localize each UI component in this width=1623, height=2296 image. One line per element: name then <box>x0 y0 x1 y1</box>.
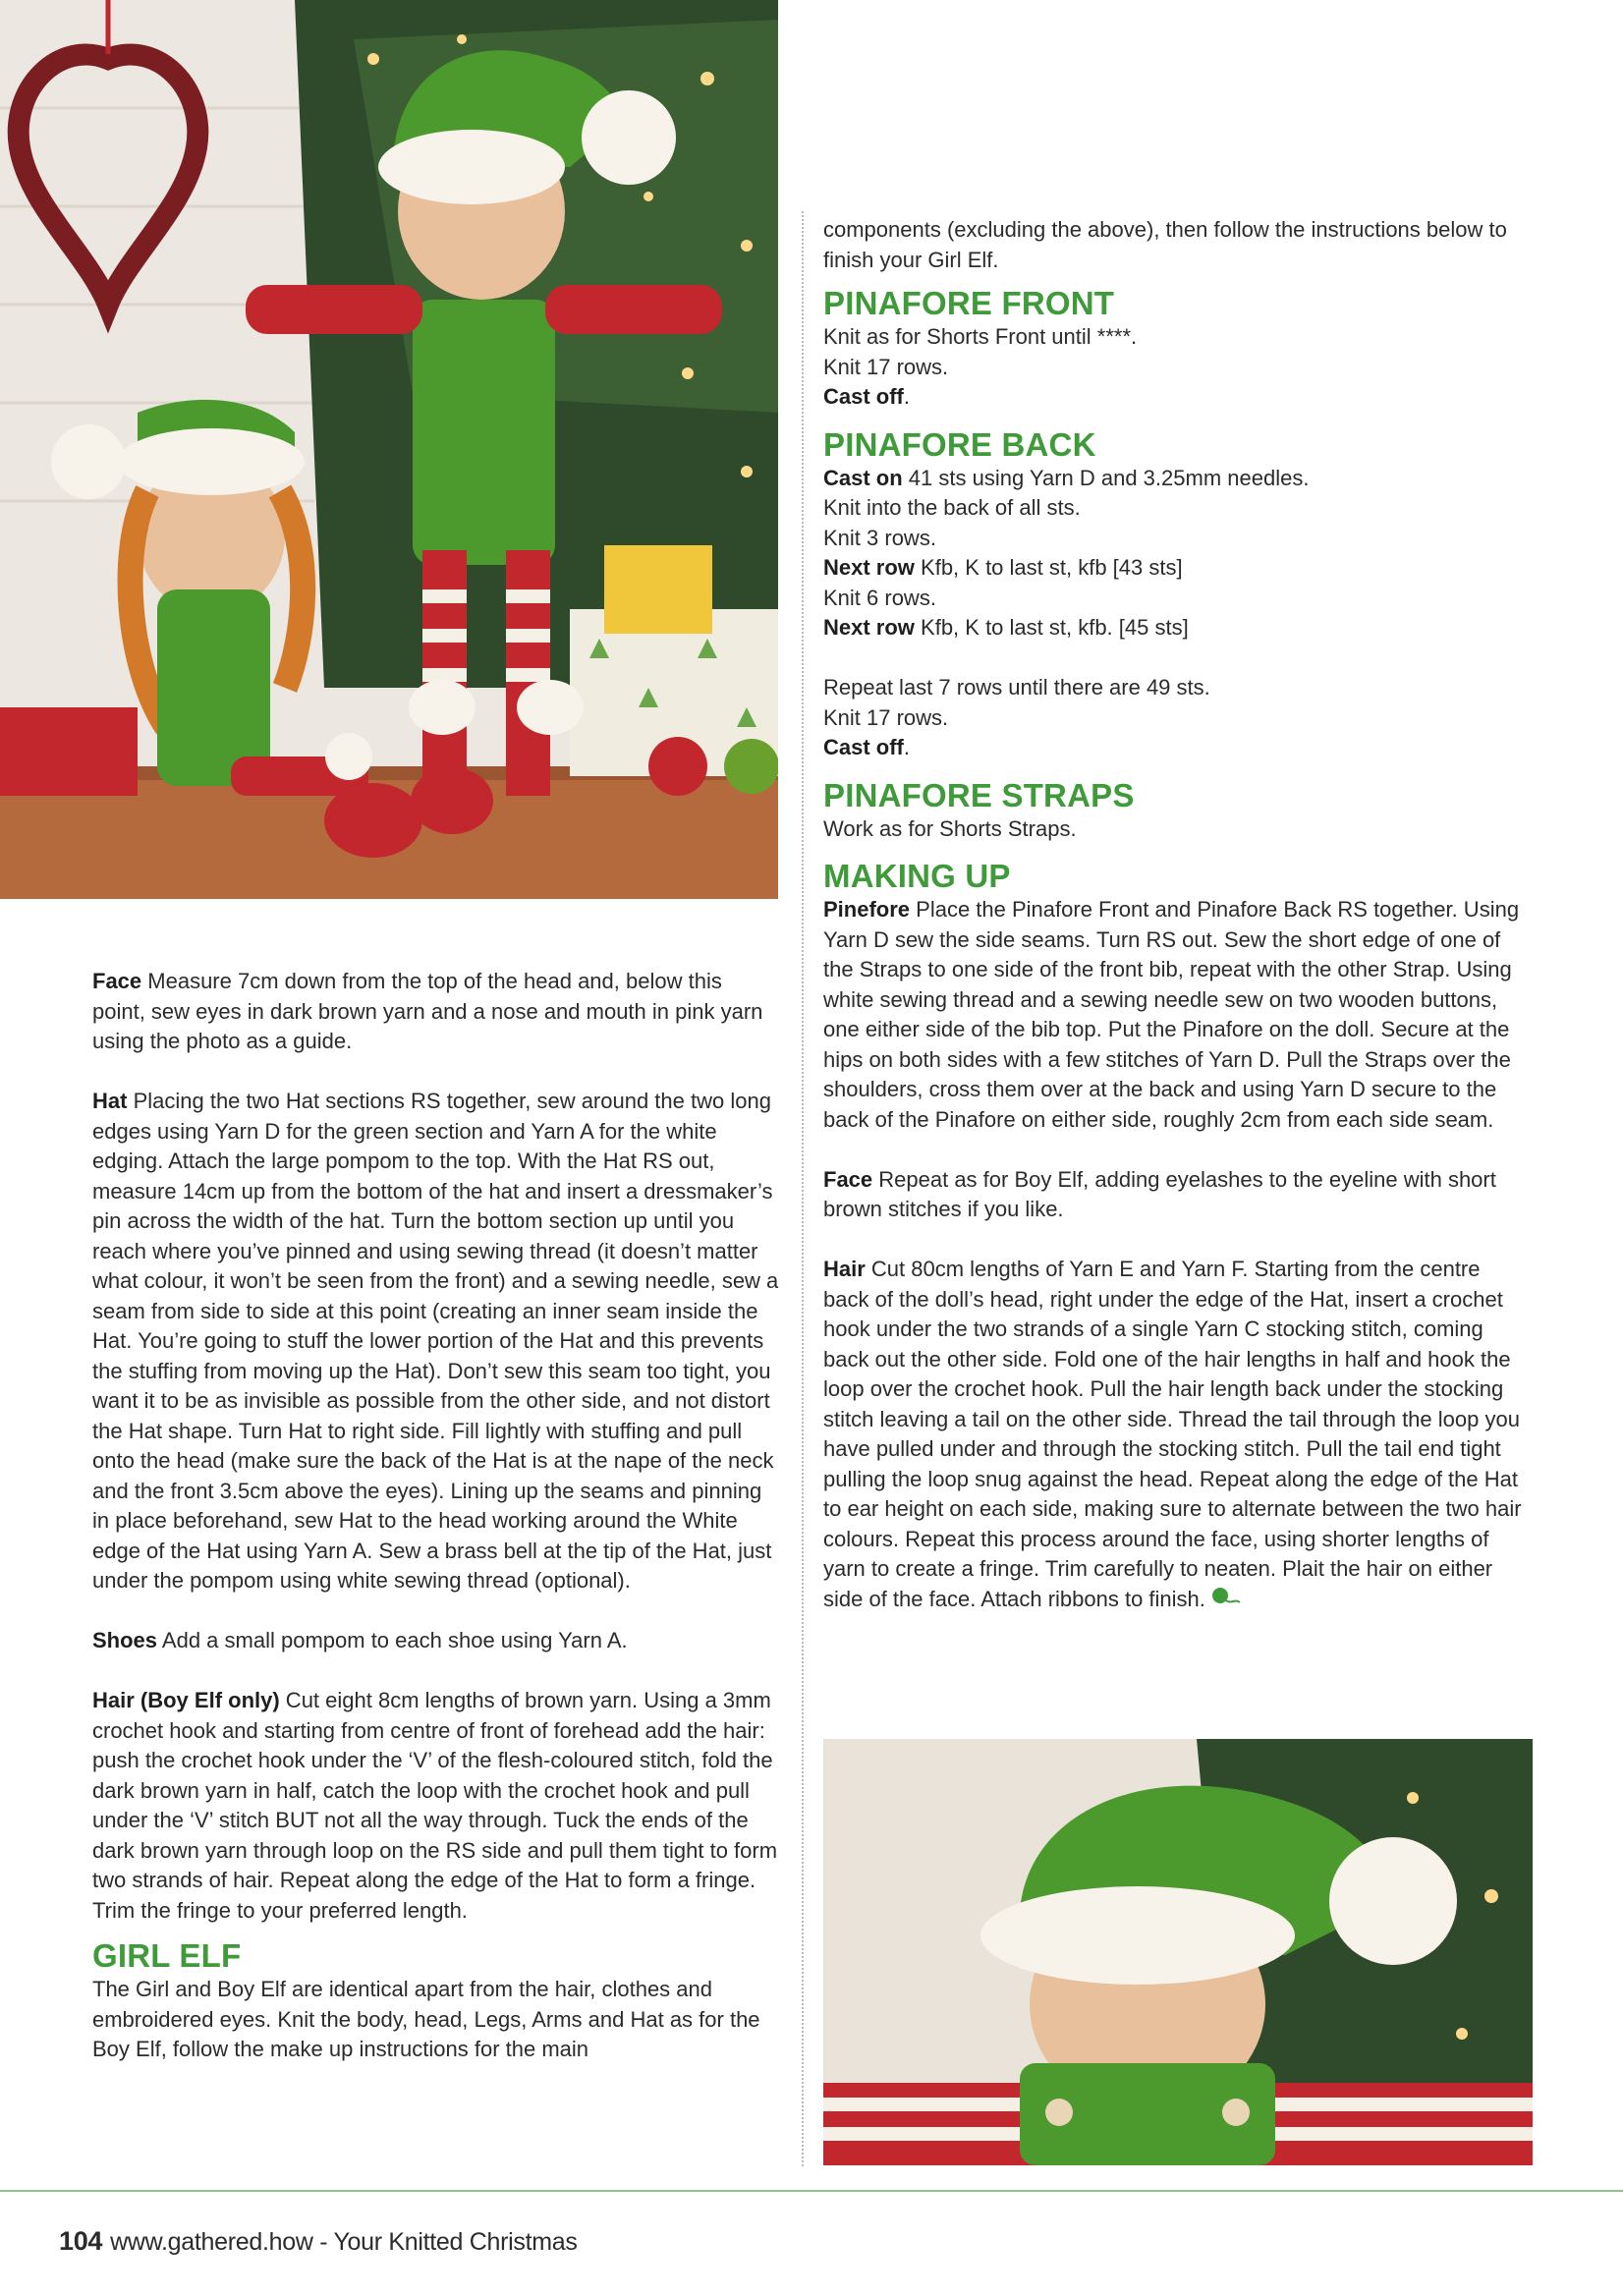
face-label: Face <box>92 969 142 993</box>
footer <box>59 2226 578 2257</box>
making-up-heading: MAKING UP <box>823 858 1011 894</box>
next-row-label-1: Next row <box>823 555 915 580</box>
pinafore-front-section <box>823 322 1527 413</box>
hat-paragraph <box>92 1087 780 1596</box>
yarn-ball-icon <box>1211 1585 1241 1615</box>
pinafore-straps-heading: PINAFORE STRAPS <box>823 776 1135 813</box>
face-text: Measure 7cm down from the top of the head and, below this point, sew eyes in dark brown yarn and a nose and mouth in pink yarn using the photo as a guide. <box>92 969 763 1053</box>
girl-elf-text: The Girl and Boy Elf are identical apart from the hair, clothes and embroidered eyes. Knit the body, head, Legs, Arms and Hat as for the Boy Elf, follow the make up instructions for the main <box>92 1977 760 2061</box>
girl-hair-label: Hair <box>823 1257 866 1281</box>
girl-hair-paragraph <box>823 1255 1527 1615</box>
pinafore-back-line-1 <box>823 464 1527 494</box>
pinafore-straps-section <box>823 814 1527 845</box>
column-divider <box>802 211 804 2166</box>
pinafore-back-line-3: Knit 3 rows. <box>823 525 936 550</box>
girl-hair-text: Cut 80cm lengths of Yarn E and Yarn F. Starting from the centre back of the doll’s head, right under the edge of the Hat, insert a crochet hook under the two strands of a single Yarn C stocking stitch, coming back out the other side. Fold one of the hair lengths in half and hook the loop over the crochet hook. Pull the hair length back under the stocking stitch leaving a tail on the other side. Thread the tail through the loop you have pulled under and through the stocking stitch. Pull the tail end tight pulling the loop snug against the head. Repeat along the edge of the Hat to ear height on each side, making sure to alternate between the two hair colours. Repeat this process around the face, using shorter lengths of yarn to create a fringe. Trim carefully to neaten. Plait the hair on either side of the face. Attach ribbons to finish. <box>823 1257 1522 1611</box>
face-paragraph <box>92 967 780 1057</box>
shoes-paragraph <box>92 1626 780 1656</box>
footer-text: www.gathered.how - Your Knitted Christmas <box>110 2228 578 2256</box>
intro-paragraph: components (excluding the above), then follow the instructions below to finish your Girl Elf. <box>823 217 1507 272</box>
boy-hair-label: Hair (Boy Elf only) <box>92 1688 280 1712</box>
pinafore-front-heading: PINAFORE FRONT <box>823 285 1115 321</box>
shoes-text: Add a small pompom to each shoe using Yarn A. <box>157 1628 628 1652</box>
blank-line <box>823 644 1527 674</box>
left-column <box>92 967 780 2065</box>
boy-hair-paragraph <box>92 1686 780 1926</box>
elves-main-photo <box>0 0 778 899</box>
hat-text: Placing the two Hat sections RS together, sew around the two long edges using Yarn D for the green section and Yarn A for the white edging. Attach the large pompom to the top. With the Hat RS out, measure 14cm up from the bottom of the hat and insert a dressmaker’s pin across the width of the hat. Turn the bottom section up until you reach where you’ve pinned and using sewing thread (it doesn’t matter what colour, it won’t be seen from the front) and a sewing needle, sew a seam from side to side at this point (creating an inner seam inside the Hat. You’re going to stuff the lower portion of the Hat and this prevents the stuffing from moving up the Hat). Don’t sew this seam too tight, you want it to be as invisible as possible from the other side, and not distort the Hat shape. Turn Hat to right side. Fill lightly with stuffing and pull onto the head (make sure the back of the Hat is at the nape of the neck and the front 3.5cm above the eyes). Lining up the seams and pinning in place beforehand, sew Hat to the head working around the White edge of the Hat using Yarn A. Sew a brass bell at the tip of the Hat, just under the pompom using white sewing thread (optional). <box>92 1089 779 1593</box>
girl-face-text: Repeat as for Boy Elf, adding eyelashes to the eyeline with short brown stitches if you like. <box>823 1166 1496 1221</box>
girl-face-label: Face <box>823 1166 873 1192</box>
pinafore-back-line-4 <box>823 553 1527 584</box>
pinafore-front-line-3 <box>823 382 1527 413</box>
cast-off-label: Cast off <box>823 384 904 409</box>
cast-on-label: Cast on <box>823 465 903 490</box>
next-row-text-2: Kfb, K to last st, kfb. [45 sts] <box>914 615 1189 640</box>
girl-face-paragraph <box>823 1165 1527 1225</box>
pinafore-back-heading: PINAFORE BACK <box>823 425 1096 463</box>
cast-off-tail: . <box>903 384 911 409</box>
pinafore-front-line-2: Knit 17 rows. <box>823 354 949 379</box>
pinafore-back-line-8: Knit 17 rows. <box>823 704 949 730</box>
boy-hair-text: Cut eight 8cm lengths of brown yarn. Using a 3mm crochet hook and starting from centre of front of forehead add the hair: push the crochet hook under the ‘V’ of the flesh-coloured stitch, fold the dark brown yarn in half, catch the loop with the crochet hook and pull under the ‘V’ stitch BUT not all the way through. Tuck the ends of the dark brown yarn through loop on the RS side and pull them tight to form two strands of hair. Repeat along the edge of the Hat to form a fringe. Trim the fringe to your preferred length. <box>92 1688 778 1923</box>
pinafore-back-line-7: Repeat last 7 rows until there are 49 sts. <box>823 675 1210 700</box>
footer-rule <box>0 2190 1623 2192</box>
pinefore-label: Pinefore <box>823 897 911 922</box>
next-row-text-1: Kfb, K to last st, kfb [43 sts] <box>914 555 1183 580</box>
right-column <box>823 215 1527 1645</box>
pinefore-text: Place the Pinafore Front and Pinafore Back RS together. Using Yarn D sew the side seams. Turn RS out. Sew the short edge of one of the Straps to one side of the front bib, repeat with the other Strap. Using white sewing thread and a sewing needle sew on two wooden buttons, one either side of the bib top. Put the Pinafore on the doll. Secure at the hips on both sides with a few stitches of Yarn D. Pull the Straps over the shoulders, cross them over at the back and using Yarn D secure to the back of the Pinafore on either side, roughly 2cm from each side seam. <box>823 897 1520 1132</box>
pinafore-back-line-2: Knit into the back of all sts. <box>823 495 1081 520</box>
pinafore-back-line-9 <box>823 733 1527 763</box>
pinafore-straps-text: Work as for Shorts Straps. <box>823 815 1077 841</box>
pinafore-back-line-5: Knit 6 rows. <box>823 585 936 610</box>
cast-off-tail-2: . <box>903 735 911 759</box>
boy-elf-closeup-photo <box>823 1739 1533 2165</box>
page-number: 104 <box>59 2226 103 2256</box>
girl-elf-heading: GIRL ELF <box>92 1937 242 1974</box>
boy-elf-closeup-illustration <box>823 1739 1533 2165</box>
cast-off-label-2: Cast off <box>823 735 904 759</box>
hat-label: Hat <box>92 1089 128 1113</box>
pinefore-paragraph <box>823 895 1527 1135</box>
pinafore-front-line-1: Knit as for Shorts Front until ****. <box>823 324 1138 349</box>
pinafore-back-line-6 <box>823 613 1527 644</box>
cast-on-text: 41 sts using Yarn D and 3.25mm needles. <box>902 465 1310 490</box>
pinafore-back-section <box>823 464 1527 763</box>
next-row-label-2: Next row <box>823 615 915 640</box>
elves-photo-illustration <box>0 0 778 899</box>
shoes-label: Shoes <box>92 1628 158 1652</box>
